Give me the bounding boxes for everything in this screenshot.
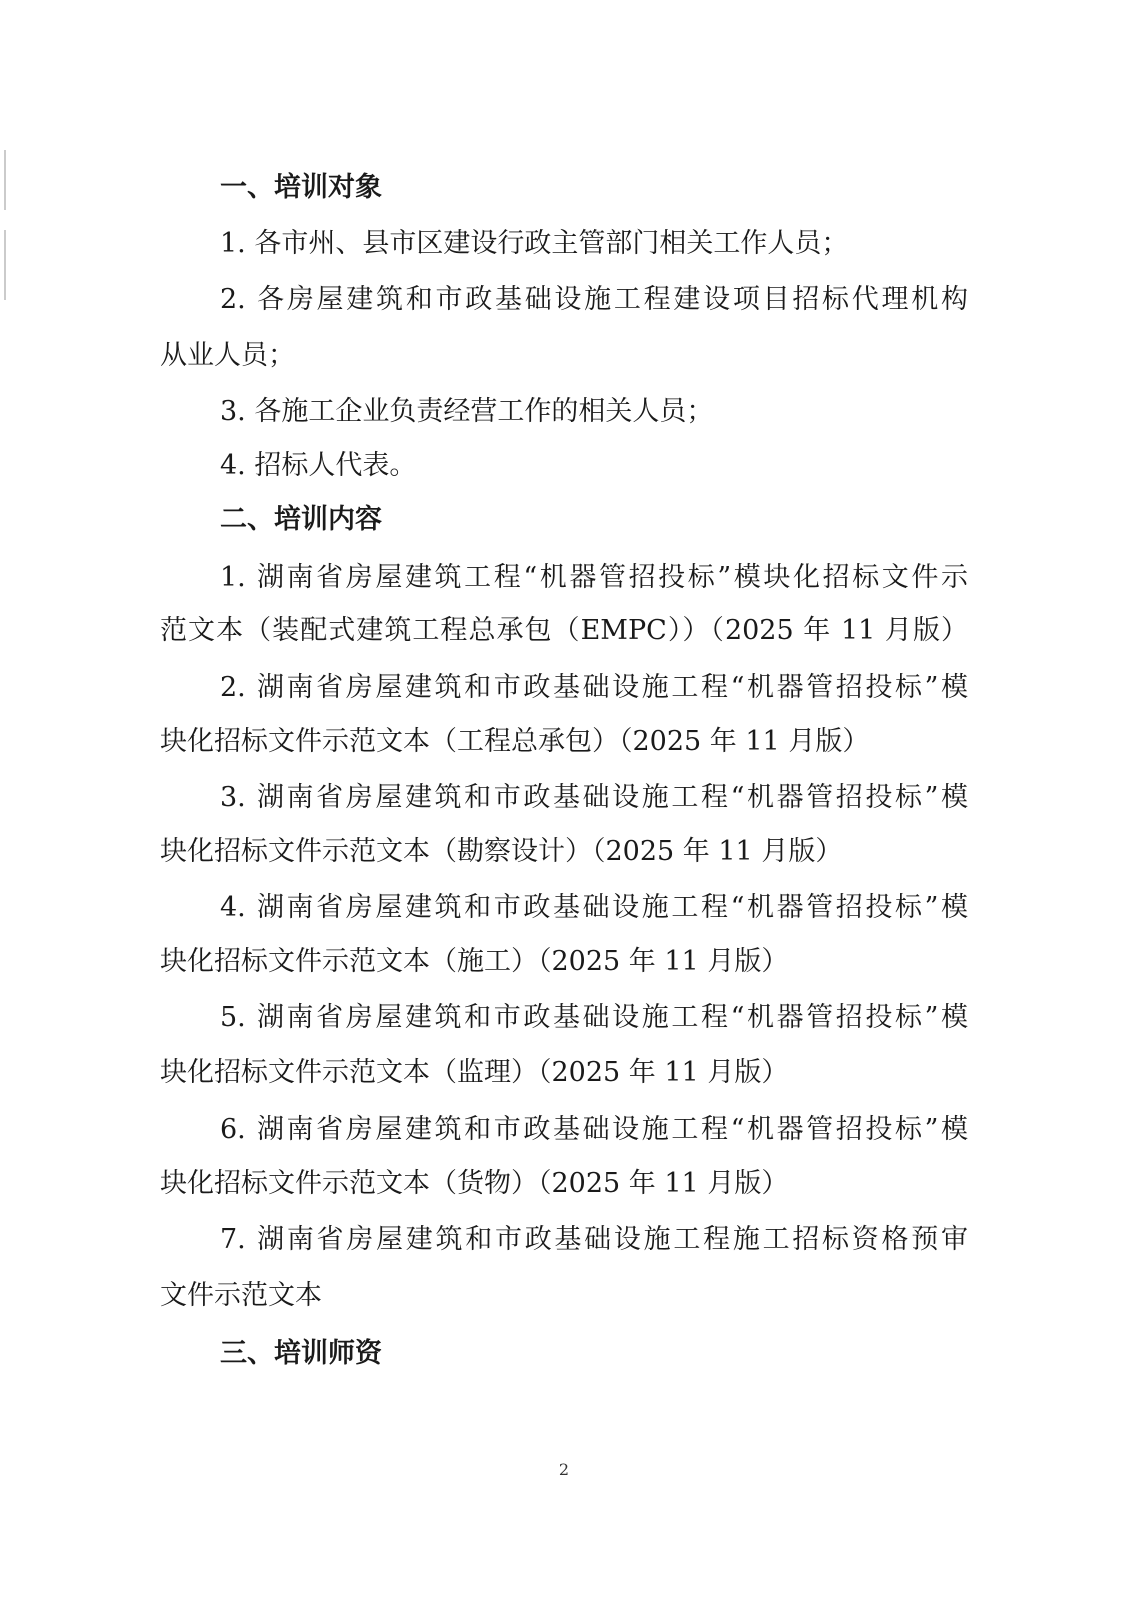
section-heading-training-content: 二、培训内容: [220, 504, 382, 535]
audience-item-3: 3. 各施工企业负责经营工作的相关人员；: [220, 396, 714, 427]
audience-item-4: 4. 招标人代表。: [220, 450, 417, 481]
content-item-3-line-1: 3. 湖南省房屋建筑和市政基础设施工程“机器管招投标”模: [220, 782, 968, 813]
section-heading-training-audience: 一、培训对象: [220, 172, 382, 203]
audience-item-1: 1. 各市州、县市区建设行政主管部门相关工作人员；: [220, 228, 849, 259]
content-item-6-line-2: 块化招标文件示范文本（货物）（2025 年 11 月版）: [160, 1168, 789, 1199]
content-item-3-line-2: 块化招标文件示范文本（勘察设计）（2025 年 11 月版）: [160, 836, 843, 867]
content-item-1-line-2: 范文本（装配式建筑工程总承包（EMPC））（2025 年 11 月版）: [160, 615, 968, 646]
content-item-7-line-2: 文件示范文本: [160, 1280, 322, 1311]
content-item-5-line-2: 块化招标文件示范文本（监理）（2025 年 11 月版）: [160, 1057, 789, 1088]
audience-item-2-line-1: 2. 各房屋建筑和市政基础设施工程建设项目招标代理机构: [220, 284, 968, 315]
content-item-7-line-1: 7. 湖南省房屋建筑和市政基础设施工程施工招标资格预审: [220, 1224, 968, 1255]
page-number: 2: [558, 1460, 570, 1479]
audience-item-2-line-2: 从业人员；: [160, 340, 295, 371]
content-item-6-line-1: 6. 湖南省房屋建筑和市政基础设施工程“机器管招投标”模: [220, 1114, 968, 1145]
content-item-4-line-2: 块化招标文件示范文本（施工）（2025 年 11 月版）: [160, 946, 789, 977]
content-item-4-line-1: 4. 湖南省房屋建筑和市政基础设施工程“机器管招投标”模: [220, 892, 968, 923]
content-item-1-line-1: 1. 湖南省房屋建筑工程“机器管招投标”模块化招标文件示: [220, 562, 968, 593]
scan-edge-mark: [4, 150, 6, 210]
section-heading-training-faculty: 三、培训师资: [220, 1338, 382, 1369]
content-item-5-line-1: 5. 湖南省房屋建筑和市政基础设施工程“机器管招投标”模: [220, 1002, 968, 1033]
scan-edge-mark: [4, 230, 6, 300]
content-item-2-line-2: 块化招标文件示范文本（工程总承包）（2025 年 11 月版）: [160, 726, 870, 757]
content-item-2-line-1: 2. 湖南省房屋建筑和市政基础设施工程“机器管招投标”模: [220, 672, 968, 703]
